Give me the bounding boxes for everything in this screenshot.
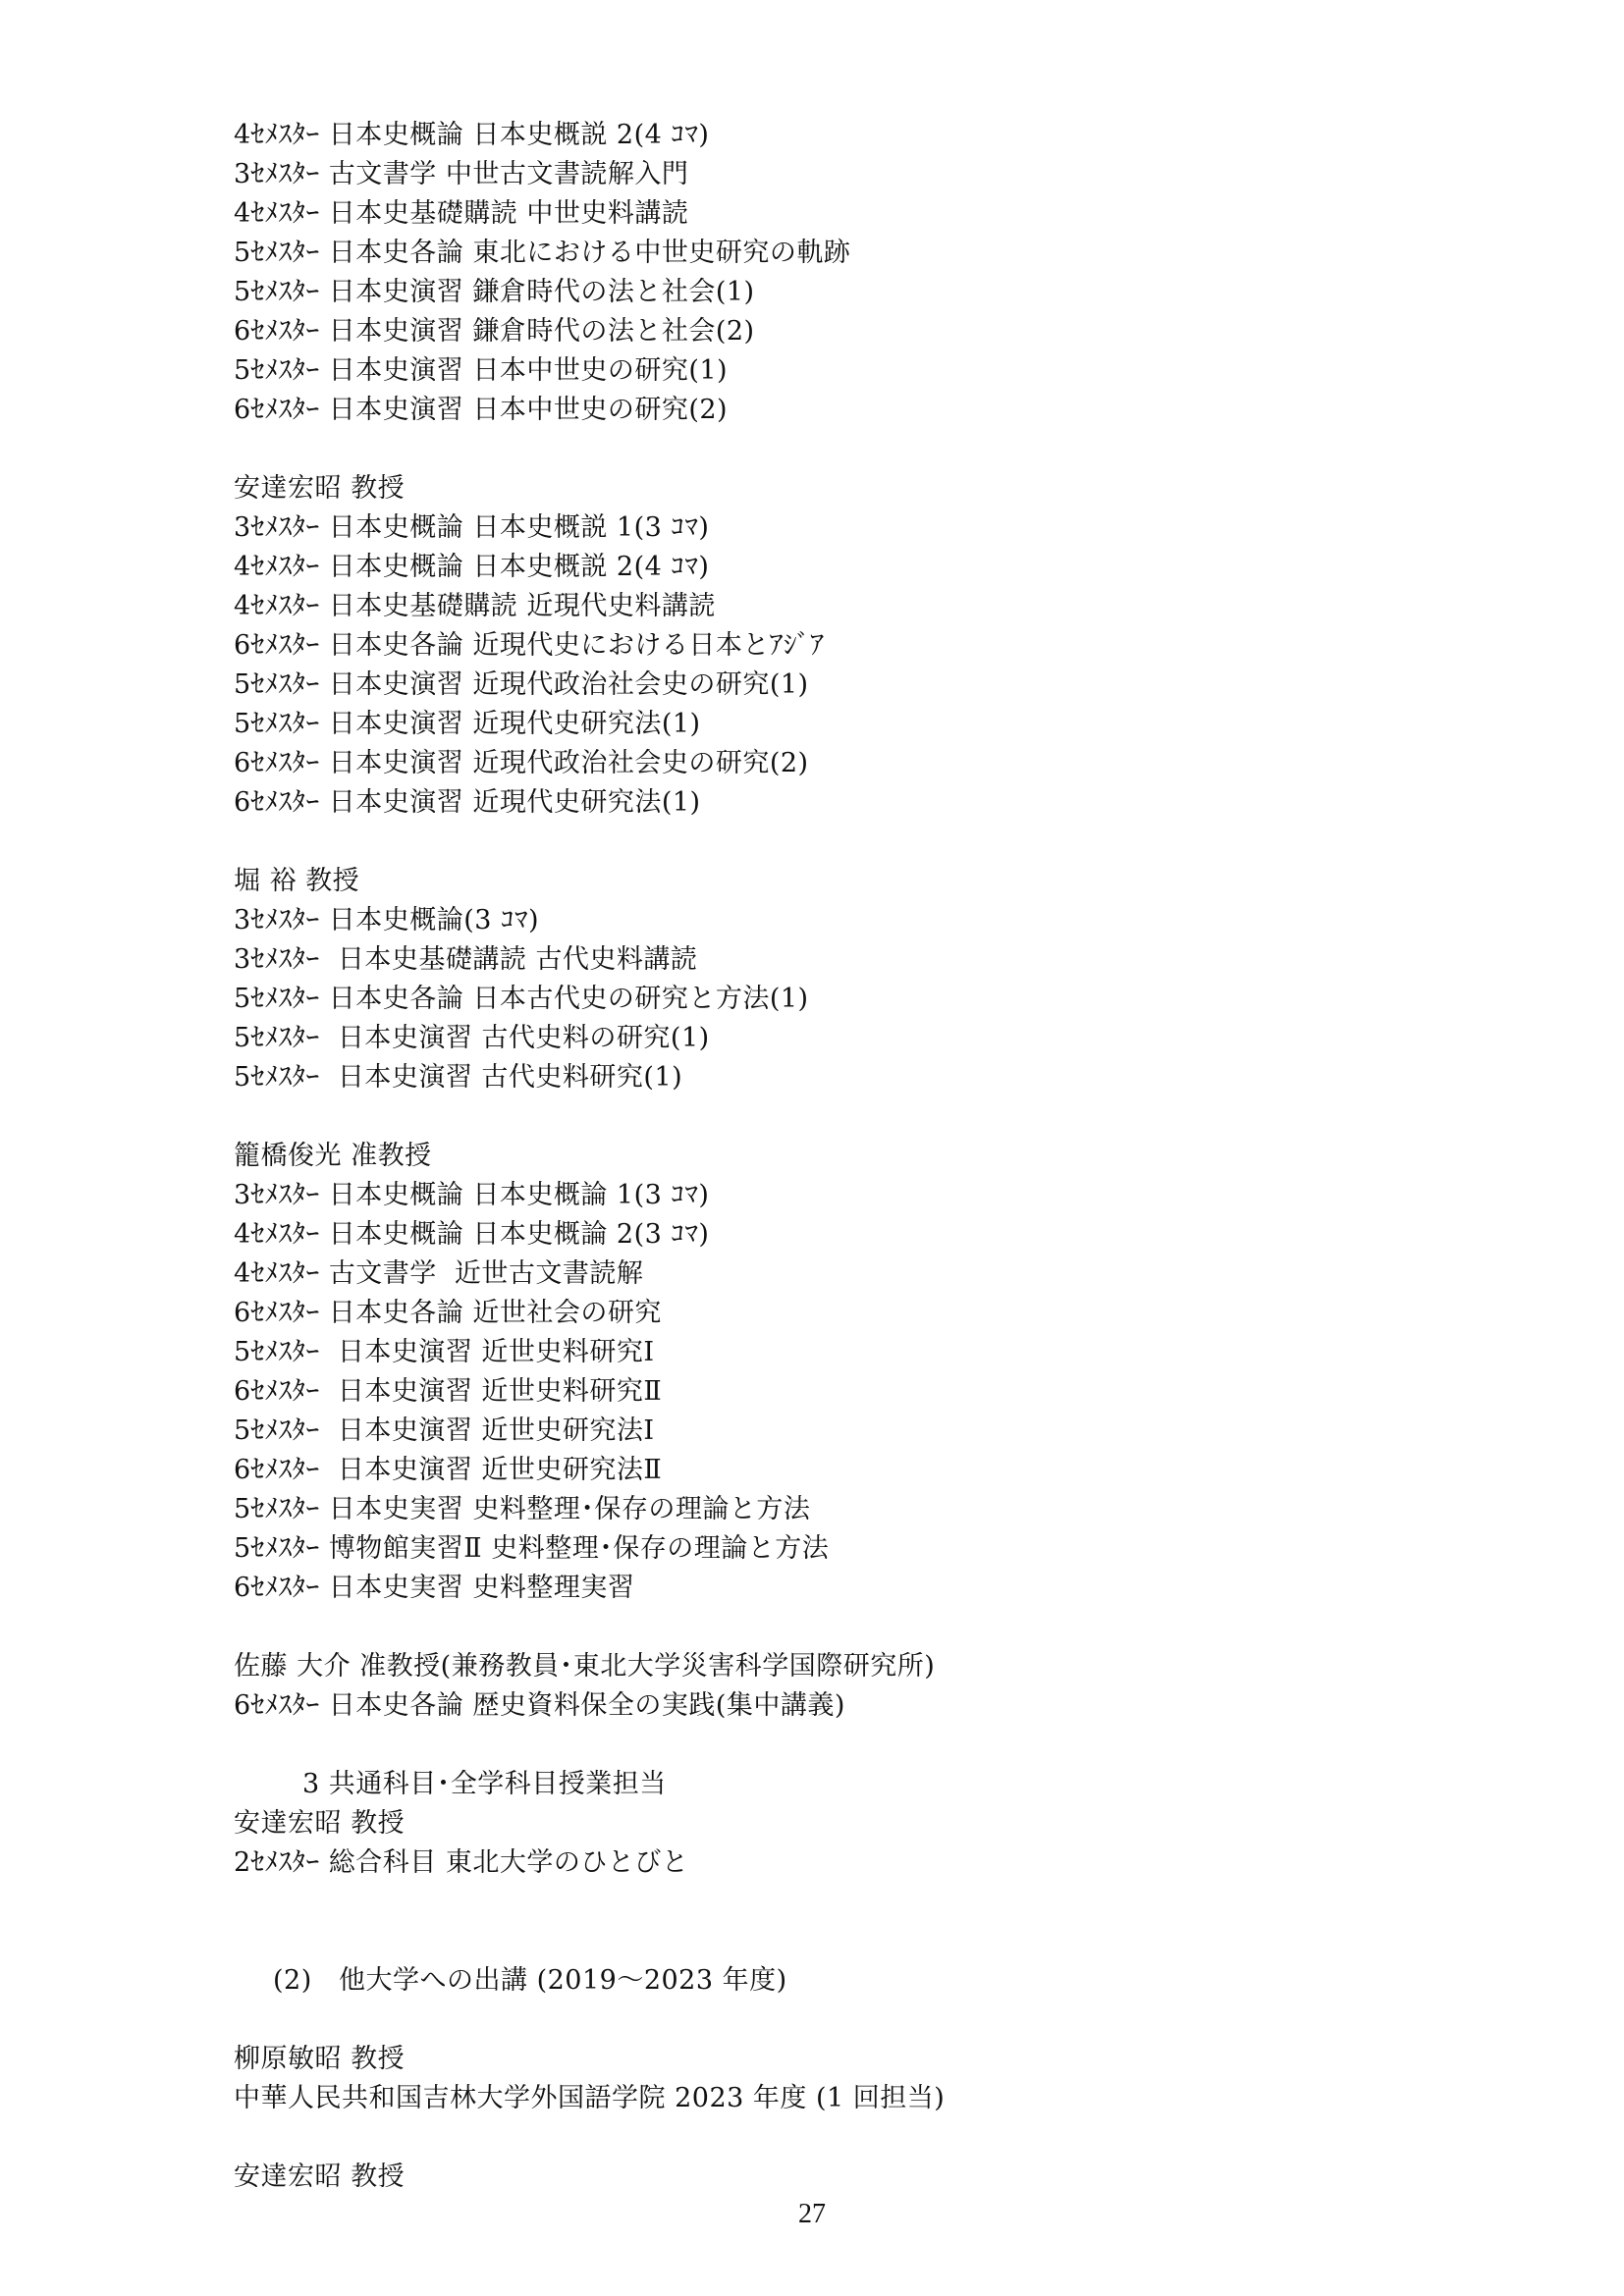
- section-3-block: [234, 1765, 1412, 1883]
- faculty-name: 籠橋俊光 准教授: [234, 1141, 432, 1171]
- course-line: 3ｾﾒｽﾀｰ 日本史概論 日本史概説 1(3 ｺﾏ): [234, 512, 710, 543]
- course-list-block1: [234, 116, 1412, 430]
- course-line: 6ｾﾒｽﾀｰ 日本史各論 近世社会の研究: [234, 1298, 662, 1328]
- course-line: 6ｾﾒｽﾀｰ 日本史演習 近世史研究法Ⅱ: [234, 1455, 663, 1485]
- course-line: 6ｾﾒｽﾀｰ 日本史各論 近現代史における日本とｱｼﾞｱ: [234, 630, 825, 661]
- course-line: 4ｾﾒｽﾀｰ 日本史基礎購読 近現代史料講読: [234, 591, 716, 621]
- course-line: 6ｾﾒｽﾀｰ 日本史演習 近世史料研究Ⅱ: [234, 1376, 663, 1407]
- faculty-name: 安達宏昭 教授: [234, 473, 406, 504]
- course-line: 2ｾﾒｽﾀｰ 総合科目 東北大学のひとびと: [234, 1847, 689, 1878]
- course-line: 4ｾﾒｽﾀｰ 日本史概論 日本史概説 2(4 ｺﾏ): [234, 552, 710, 582]
- section-heading: 3 共通科目･全学科目授業担当: [302, 1769, 667, 1799]
- course-line: 5ｾﾒｽﾀｰ 日本史演習 古代史料研究(1): [234, 1062, 683, 1093]
- course-line: 6ｾﾒｽﾀｰ 日本史演習 鎌倉時代の法と社会(2): [234, 316, 755, 347]
- course-line: 3ｾﾒｽﾀｰ 古文書学 中世古文書読解入門: [234, 159, 689, 189]
- course-line: 5ｾﾒｽﾀｰ 日本史演習 近世史研究法Ⅰ: [234, 1415, 655, 1446]
- page-content: [234, 116, 1412, 2197]
- course-line: 5ｾﾒｽﾀｰ 日本史演習 鎌倉時代の法と社会(1): [234, 277, 755, 307]
- faculty-block-adachi-2: [234, 2158, 1412, 2197]
- course-line: 5ｾﾒｽﾀｰ 日本史各論 日本古代史の研究と方法(1): [234, 984, 809, 1014]
- course-line: 4ｾﾒｽﾀｰ 古文書学 近世古文書読解: [234, 1258, 644, 1289]
- course-line: 6ｾﾒｽﾀｰ 日本史演習 近現代史研究法(1): [234, 787, 701, 818]
- page-number: 27: [798, 2199, 826, 2229]
- course-line: 5ｾﾒｽﾀｰ 日本史演習 日本中世史の研究(1): [234, 355, 729, 386]
- course-line: 3ｾﾒｽﾀｰ 日本史概論 日本史概論 1(3 ｺﾏ): [234, 1180, 710, 1210]
- course-line: 6ｾﾒｽﾀｰ 日本史各論 歴史資料保全の実践(集中講義): [234, 1690, 845, 1721]
- course-line: 6ｾﾒｽﾀｰ 日本史演習 日本中世史の研究(2): [234, 395, 729, 425]
- course-line: 4ｾﾒｽﾀｰ 日本史基礎購読 中世史料講読: [234, 198, 689, 229]
- faculty-block-hori: [234, 862, 1412, 1097]
- course-line: 3ｾﾒｽﾀｰ 日本史概論(3 ｺﾏ): [234, 905, 540, 935]
- faculty-name: 安達宏昭 教授: [234, 1808, 406, 1839]
- lecture-line: 中華人民共和国吉林大学外国語学院 2023 年度 (1 回担当): [234, 2083, 946, 2113]
- course-line: 5ｾﾒｽﾀｰ 日本史演習 近現代史研究法(1): [234, 709, 701, 739]
- course-line: 5ｾﾒｽﾀｰ 日本史演習 古代史料の研究(1): [234, 1023, 710, 1053]
- section-heading: (2) 他大学への出講 (2019～2023 年度): [273, 1965, 787, 1996]
- faculty-block-adachi: [234, 469, 1412, 823]
- course-line: 5ｾﾒｽﾀｰ 日本史各論 東北における中世史研究の軌跡: [234, 238, 851, 268]
- faculty-name: 柳原敏昭 教授: [234, 2044, 406, 2074]
- course-line: 4ｾﾒｽﾀｰ 日本史概論 日本史概説 2(4 ｺﾏ): [234, 120, 710, 150]
- faculty-block-yanagihara: [234, 2040, 1412, 2118]
- faculty-name: 堀 裕 教授: [234, 866, 360, 896]
- faculty-name: 佐藤 大介 准教授(兼務教員･東北大学災害科学国際研究所): [234, 1651, 936, 1682]
- course-line: 5ｾﾒｽﾀｰ 日本史実習 史料整理･保存の理論と方法: [234, 1494, 811, 1524]
- course-line: 5ｾﾒｽﾀｰ 日本史演習 近世史料研究Ⅰ: [234, 1337, 655, 1367]
- faculty-block-sato: [234, 1647, 1412, 1726]
- section-2-block: [234, 1961, 1412, 2001]
- course-line: 3ｾﾒｽﾀｰ 日本史基礎講読 古代史料講読: [234, 944, 698, 975]
- course-line: 6ｾﾒｽﾀｰ 日本史演習 近現代政治社会史の研究(2): [234, 748, 809, 778]
- faculty-block-komorihashi: [234, 1137, 1412, 1608]
- course-line: 5ｾﾒｽﾀｰ 日本史演習 近現代政治社会史の研究(1): [234, 669, 809, 700]
- faculty-name: 安達宏昭 教授: [234, 2162, 406, 2192]
- course-line: 6ｾﾒｽﾀｰ 日本史実習 史料整理実習: [234, 1573, 635, 1603]
- course-line: 4ｾﾒｽﾀｰ 日本史概論 日本史概論 2(3 ｺﾏ): [234, 1219, 710, 1250]
- course-line: 5ｾﾒｽﾀｰ 博物館実習Ⅱ 史料整理･保存の理論と方法: [234, 1533, 830, 1564]
